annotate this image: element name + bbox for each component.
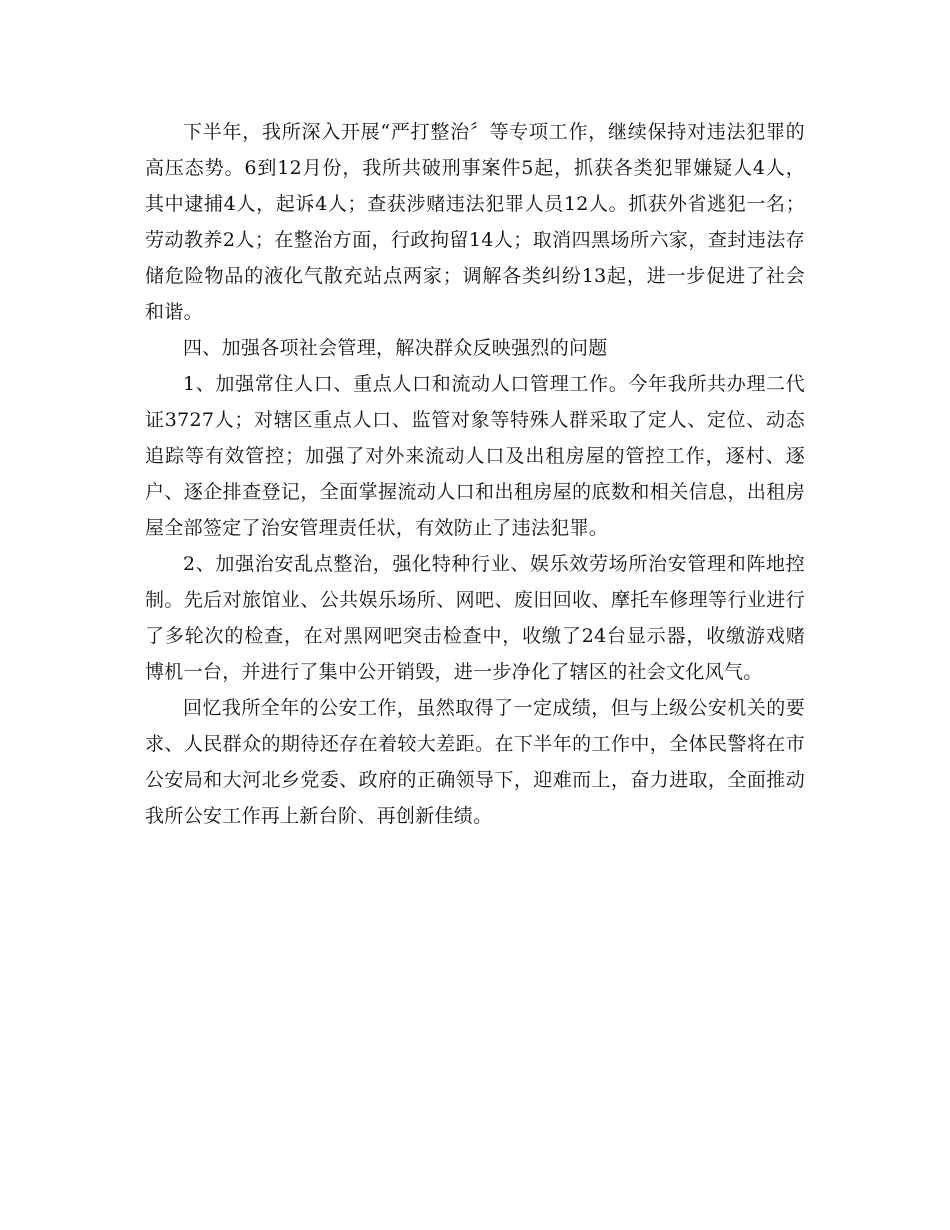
paragraph-public-order-rectification: 2、加强治安乱点整治，强化特种行业、娱乐效劳场所治安管理和阵地控制。先后对旅馆业、公共娱乐场所、网吧、废旧回收、摩托车修理等行业进行了多轮次的检查，在对黑网吧突击检查中，收缴了24台显示器，收缴游戏赌博机一台，并进行了集中公开销毁，进一步净化了辖区的社会文化风气。: [145, 553, 805, 683]
paragraph-conclusion: 回忆我所全年的公安工作，虽然取得了一定成绩，但与上级公安机关的要求、人民群众的期待还存在着较大差距。在下半年的工作中，全体民警将在市公安局和大河北乡党委、政府的正确领导下，迎难而上，奋力进取，全面推动我所公安工作再上新台阶、再创新佳绩。: [145, 697, 805, 827]
paragraph-population-management: 1、加强常住人口、重点人口和流动人口管理工作。今年我所共办理二代证3727人；对辖区重点人口、监管对象等特殊人群采取了定人、定位、动态追踪等有效管控；加强了对外来流动人口及出租房屋的管控工作，逐村、逐户、逐企排查登记，全面掌握流动人口和出租房屋的底数和相关信息，出租房屋全部签定了治安管理责任状，有效防止了违法犯罪。: [145, 373, 805, 539]
section-heading-social-management: 四、加强各项社会管理，解决群众反映强烈的问题: [183, 337, 608, 359]
paragraph-crackdown-summary: 下半年，我所深入开展“严打整治〞等专项工作，继续保持对违法犯罪的高压态势。6到12月份，我所共破刑事案件5起，抓获各类犯罪嫌疑人4人，其中逮捕4人，起诉4人；查获涉赌违法犯罪人员12人。抓获外省逃犯一名；劳动教养2人；在整治方面，行政拘留14人；取消四黑场所六家，查封违法存储危险物品的液化气散充站点两家；调解各类纠纷13起，进一步促进了社会和谐。: [145, 121, 805, 323]
document-body: [145, 114, 805, 834]
